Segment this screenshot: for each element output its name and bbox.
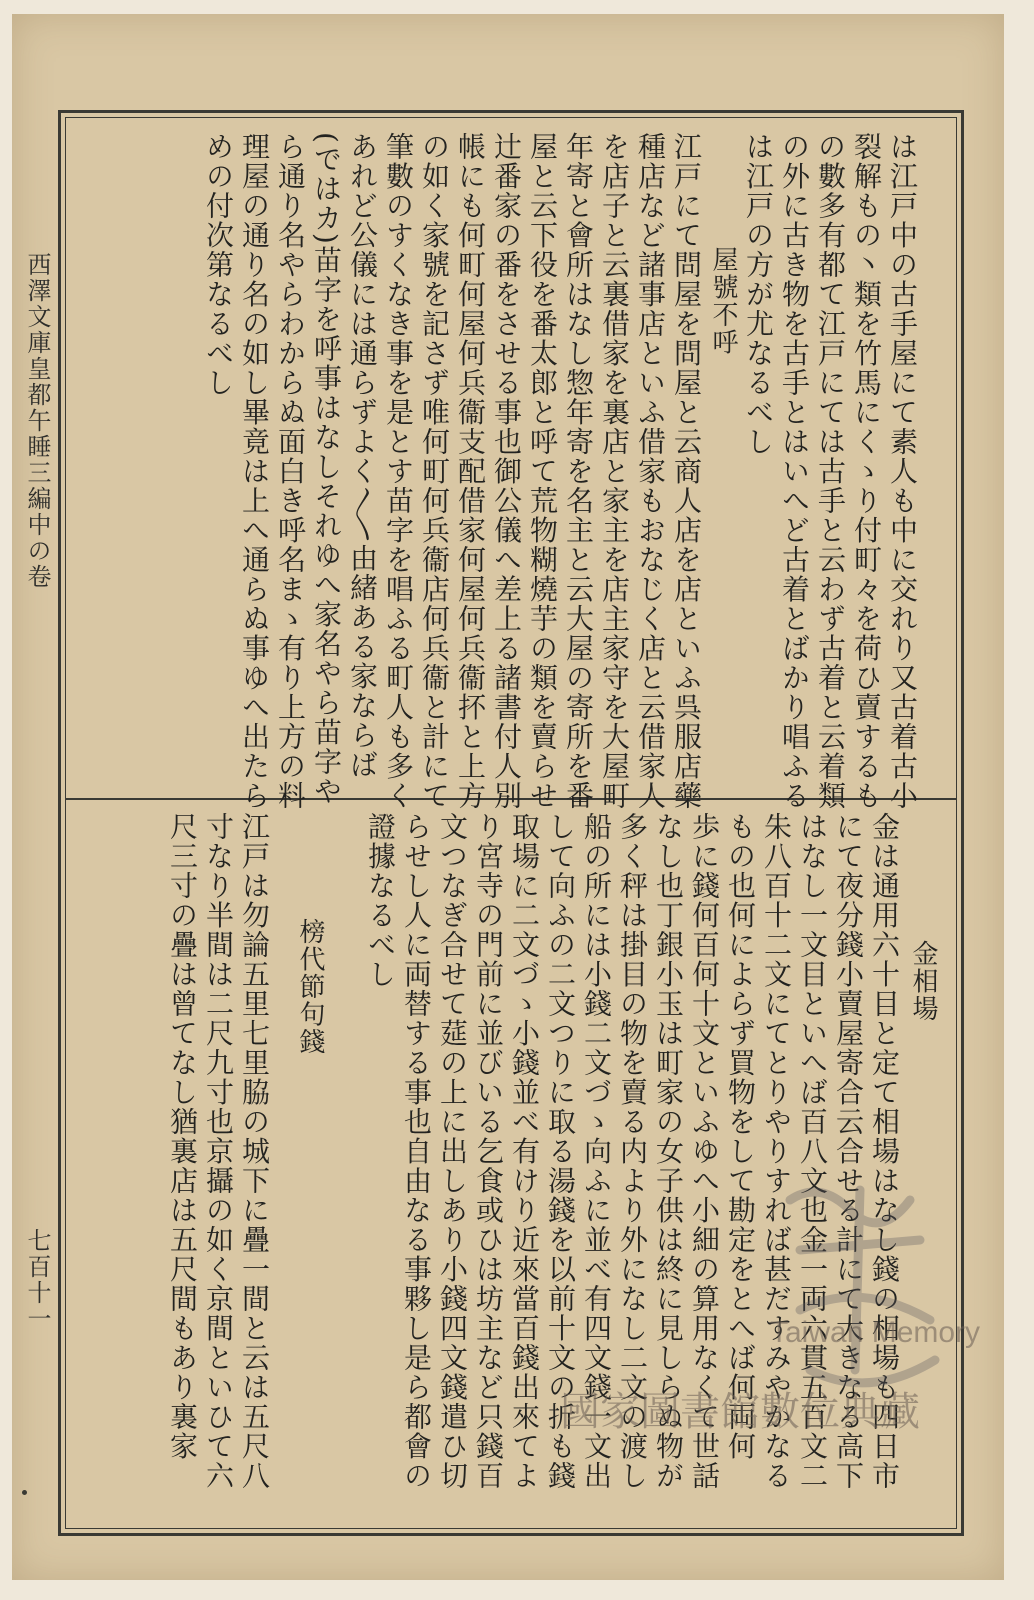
text-column: 筆數のすくなき事を是とす苗字を唱ふる町人も多く [382,132,415,811]
section-heading: 金相場 [908,940,938,1023]
text-column: らせし人に両替する事也自由なる事夥し是ら都會の [400,812,433,1491]
text-column: して向ふの二文つりに取る湯錢を以前十文の折も錢 [544,812,577,1491]
watermark-latin: Taiwan Memory [770,1316,981,1349]
text-column: 證據なるべし [364,812,397,989]
text-column: は江戸中の古手屋にて素人も中に交れり又古着古小 [886,132,919,811]
text-column: 裂解もの丶類を竹馬にくゝり付町々を荷ひ賣するも [850,132,883,811]
text-column: を店子と云裏借家を裏店と家主を店主家守を大屋町 [598,132,631,811]
text-column: の外に古き物を古手とはいへど古着とばかり唱ふる [778,132,811,811]
text-column: もの也何によらず買物をして勘定をとへば何両何 [724,812,757,1461]
section-heading: 屋號不呼 [708,246,738,356]
text-column: 辻番家の番をさせる事也御公儀へ差上る諸書付人別 [490,132,523,811]
text-column: はなし一文目といへば百八文也金一両六貫五百文二 [796,812,829,1491]
text-column: 年寄と會所はなし惣年寄を名主と云大屋の寄所を番 [562,132,595,811]
text-column: 尺三寸の疊は曾てなし猶裏店は五尺間もあり裏家 [166,812,199,1461]
text-column: 種店など諸事店といふ借家もおなじく店と云借家人 [634,132,667,811]
text-column: あれど公儀には通らずよく〳〵由緒ある家ならば [346,132,379,780]
text-column: (ではカ)苗字を呼事はなしそれゆへ家名やら苗字や [310,132,343,806]
text-column: めの付次第なるべし [202,132,235,398]
text-column: 歩に錢何百何十文といふゆへ小細の算用なくて世話 [688,812,721,1491]
text-column: 理屋の通り名の如し畢竟は上へ通らぬ事ゆへ出たら [238,132,271,811]
text-column: ら通り名やらわからぬ面白き呼名まゝ有り上方の料 [274,132,307,811]
text-column: なし也丁銀小玉は町家の女子供は終に見しらぬ物が [652,812,685,1491]
text-column: 江戸にて問屋を問屋と云商人店を店といふ呉服店藥 [670,132,703,811]
text-column: 江戸は勿論五里七里脇の城下に疊一間と云は五尺八 [238,812,271,1491]
text-column: 金は通用六十目と定て相場はなし錢の相場も四日市 [868,812,901,1491]
text-column: の如く家號を記さず唯何町何兵衞店何兵衞と計にて [418,132,451,811]
text-column: 屋と云下役を番太郎と呼て荒物糊燒芋の類を賣らせ [526,132,559,811]
text-column: 多く秤は掛目の物を賣る内より外になし二文の渡し [616,812,649,1491]
running-title: 西澤文庫皇都午睡三編中の卷 [23,252,51,590]
text-column: 船の所には小錢二文づゝ向ふに並べ有四文錢一文出 [580,812,613,1491]
text-column: り宮寺の門前に並びいる乞食或ひは坊主など只錢百 [472,812,505,1491]
text-column: 朱八百十二文にてとりやりすれば甚だすみやかなる [760,812,793,1491]
text-column: 文つなぎ合せて莚の上に出しあり小錢四文錢遣ひ切 [436,812,469,1491]
text-column: にて夜分錢小賣屋寄合云合せる計にて大きなる高下 [832,812,865,1491]
text-column: 帳にも何町何屋何兵衞支配借家何屋何兵衞抔と上方 [454,132,487,811]
section-heading: 榜代節句錢 [295,918,325,1056]
page-number: 七百十一 [23,1228,51,1332]
text-column: は江戸の方が尤なるべし [742,132,775,457]
text-column: 取場に二文づゝ小錢並べ有けり近來當百錢出來てよ [508,812,541,1491]
margin-dot [22,1490,27,1495]
text-column: 寸なり半間は二尺九寸也京攝の如く京間といひて六 [202,812,235,1491]
text-column: の數多有都て江戸にては古手と云わず古着と云着類 [814,132,847,811]
watermark-kanji: 國家圖書館數位典藏 [560,1389,920,1435]
